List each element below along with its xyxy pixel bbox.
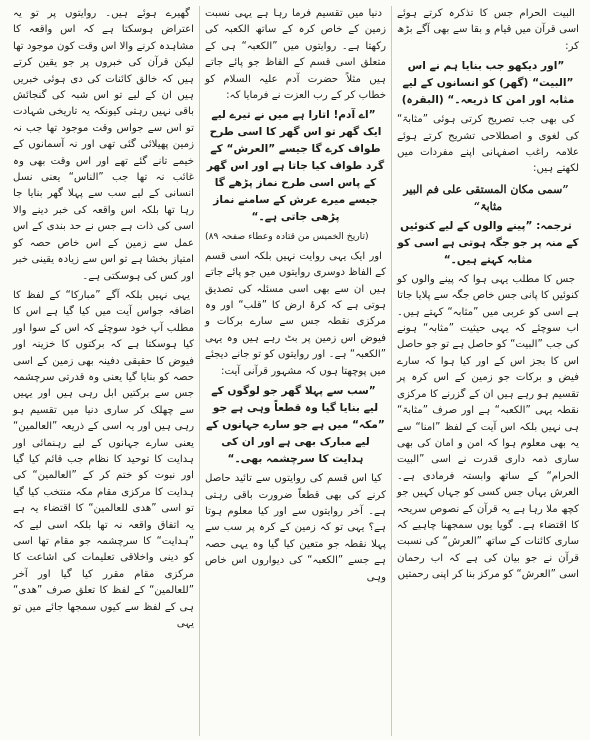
citation: (تاریخ الخمیس من قتادہ وعطاء صفحہ ۸۹): [205, 231, 369, 243]
paragraph: اور ایک یہی روایت نہیں بلکہ اسی قسم کے الفاظ دوسری روایتوں میں جو پائے جاتے ہیں ان سے بھی اسی مسئلہ کی تصدیق ہوتی ہے کہ کرۂ ارض کا ”قلب“ اور وہ مرکزی نقطہ جس سے سارے برکات و فیوض اس زمین پر بٹ رہے ہیں وہ یہی ”الکعبہ“ ہے۔ اور روایتوں کو تو جانے دیجئے میں پوچھتا ہوں کہ مشہور قرآنی آیت:: [205, 250, 386, 377]
column-right: [392, 6, 584, 736]
quoted-passage: ”اے آدم! اتارا ہے میں نے تیرے لیے ایک گھر تو اس گھر کا اسی طرح طواف کرے گا جیسے ”العرش“ کے گرد طواف کیا جاتا ہے اور اس گھر کے پاس اسی طرح نماز پڑھے گا جیسے میرے عرش کے سامنے نماز پڑھی جاتی ہے۔“: [206, 109, 385, 224]
paragraph: یہی نہیں بلکہ آگے ”مبارکا“ کے لفظ کا اضافہ جواس آیت میں کیا گیا ہے اس کا مطلب آپ خود سوچئے کہ اس کے سوا اور کیا ہوسکتا ہے کہ برکتوں کا خزینہ اور فیوض کا حقیقی دفینہ بھی زمین کے اسی حصہ کو بنایا گیا یعنی وہ قدرتی سرچشمہ جس سے برکتیں ابل رہی ہیں اور یہیں سے چھلک کر ساری دنیا میں تقسیم ہو رہی ہیں اور یہ اسی کے ذریعہ ”العالمین“ یعنی سارے جہانوں کے لیے رہنمائی اور ہدایت کا توحید کا نظام جب قائم کیا گیا اور نبوت کو ختم کر کے ”العالمین“ کی ہدایت کا مرکزی مقام مکہ منتخب کیا گیا تو اسی ”ھدی للعالمین“ کا اقتضاء یہ ہے یہ اتفاق واقعہ نہ تھا بلکہ اسی لیے کہ ”ہدایت“ کا سرچشمہ جو مقام تھا اسی کو دینی واخلاقی تعلیمات کی اشاعت کا مرکزی مقام مقرر کیا گیا اور آخر ”للعالمین“ کے لفظ کا تعلق صرف ”ھدی“ ہی کے لفظ سے کیوں سمجھا جائے میں تو یہی: [13, 289, 194, 630]
paragraph: کیا اس قسم کی روایتوں سے تائید حاصل کرنے کی بھی قطعاً ضرورت باقی رہتی ہے۔ آخر روایتوں سے اور کیا معلوم ہوتا ہے؟ یہی تو کہ زمین کے کرہ پر سب سے پہلا نقطہ جو متعین کیا گیا وہ یہی حصہ ہے جسے ”الکعبہ“ کی دیواروں اس خاص وہی: [205, 473, 386, 583]
quoted-passage: ”اور دیکھو جب بنایا ہم نے اس ”البیت“ (گھر) کو انسانوں کے لیے مثابہ اور امن کا ذریعہ۔“ (البقرہ): [401, 60, 575, 107]
paragraph: کی بھی جب تصریح کرتی ہوئی ”مثابۃ“ کی لغوی و اصطلاحی تشریح کرتے ہوئے علامہ راغب اصفہانی اپنے مفردات میں لکھتے ہیں:: [397, 114, 579, 175]
arabic-quote: ”سمی مکان المستقی علی فم البیر مثابۃ“: [403, 182, 569, 213]
column-left: [8, 6, 200, 736]
column-middle: [200, 6, 392, 736]
paragraph: گھیرے ہوئے ہیں۔ روایتوں پر تو یہ اعتراض ہوسکتا ہے کہ اس واقعہ کا مشاہدہ کرنے والا اس وقت کون موجود تھا لیکن قرآن کی خبروں پر جو یقین کرتے ہیں کہ خالق کائنات کی دی ہوئی خبریں ہیں ان کے لیے تو اس شبہ کی گنجائش باقی نہیں رہتی کیونکہ یہ تاریخی شہادت تو اس سے جواس وقت موجود تھا جب نہ زمین پھیلائی گئی تھی اور نہ آسمانوں کے خیمے تانے گئے تھے اور اس وقت بھی وہ غائب نہ تھا جب ”الناس“ یعنی نسل انسانی کے لیے سب سے پہلا گھر بنایا جا رہا تھا بلکہ اس واقعہ کی خبر دینے والا اسی کی ذات ہے جس نے حد بندی کے اس عمل سے زمین کے اس خاص حصہ کو امتیاز بخشا ہے تو اس سے زیادہ یقینی خبر اور کس کی ہوسکتی ہے۔: [13, 8, 194, 282]
paragraph: البیت الحرام جس کا تذکرہ کرتے ہوئے اسی قرآن میں قیام و بقا سے بھی آگے بڑھ کر:: [397, 8, 579, 52]
quoted-passage: ”سب سے پہلا گھر جو لوگوں کے لیے بنایا گیا وہ قطعاً وہی ہے جو ”مکہ“ میں ہے جو سارے جہانوں کے لیے مبارک بھی ہے اور ان کی ہدایت کا سرچشمہ بھی۔“: [206, 385, 385, 466]
quoted-passage: ترجمہ: ”پینے والوں کے لیے کنوئیں کے منہ پر جو جگہ ہوتی ہے اسی کو مثابہ کہتے ہیں۔“: [397, 219, 579, 266]
paragraph: جس کا مطلب یہی ہوا کہ پینے والوں کو کنوئیں کا پانی جس خاص جگہ سے پلایا جاتا ہے اسی کو عربی میں ”مثابہ“ کہتے ہیں۔ اب سوچئے کہ یہی حیثیت ”مثابہ“ ہونے کی جب ”البیت“ کو حاصل ہے تو جو حاصل اس کا بجز اس کے اور کیا ہوا کہ سارے فیض و برکات جو زمین کے اس کرہ پر تقسیم ہو رہے ہیں ان کے گزرنے کا مرکزی نقطہ یہی ”الکعبہ“ ہے اور صرف ”مثابۃ“ ہی نہیں بلکہ اس آیت کے لفظ ”امنا“ سے یہ بھی معلوم ہوا کہ امن و امان کی بھی ساری ذمہ داری قدرت نے اسی ”البیت الحرام“ کے ساتھ وابستہ فرمادی ہے۔ العرش یہاں جس کسی کو جہاں کہیں جو کچھ ملا رہا ہے یہ قرآن کے نصوص سریحہ کا اقتضاء ہے۔ گویا یوں سمجھنا چاہیے کہ ساری کائنات کے ساتھ ”العرش“ کی نسبت قرآن نے جو بیان کی ہے کہ اب رحمان اسی ”العرش“ کو مرکز بنا کر اپنی رحمتیں: [397, 273, 579, 581]
paragraph: دنیا میں تقسیم فرما رہا ہے یہی نسبت زمین کے خاص کرہ کے ساتھ الکعبہ کی رکھتا ہے۔ روایتوں میں ”الکعبہ“ ہی کے متعلق اسی قسم کے الفاظ جو پائے جاتے ہیں مثلاً حضرت آدم علیہ السلام کو خطاب کر کے رب العزت نے فرمایا کہ:: [205, 8, 386, 102]
